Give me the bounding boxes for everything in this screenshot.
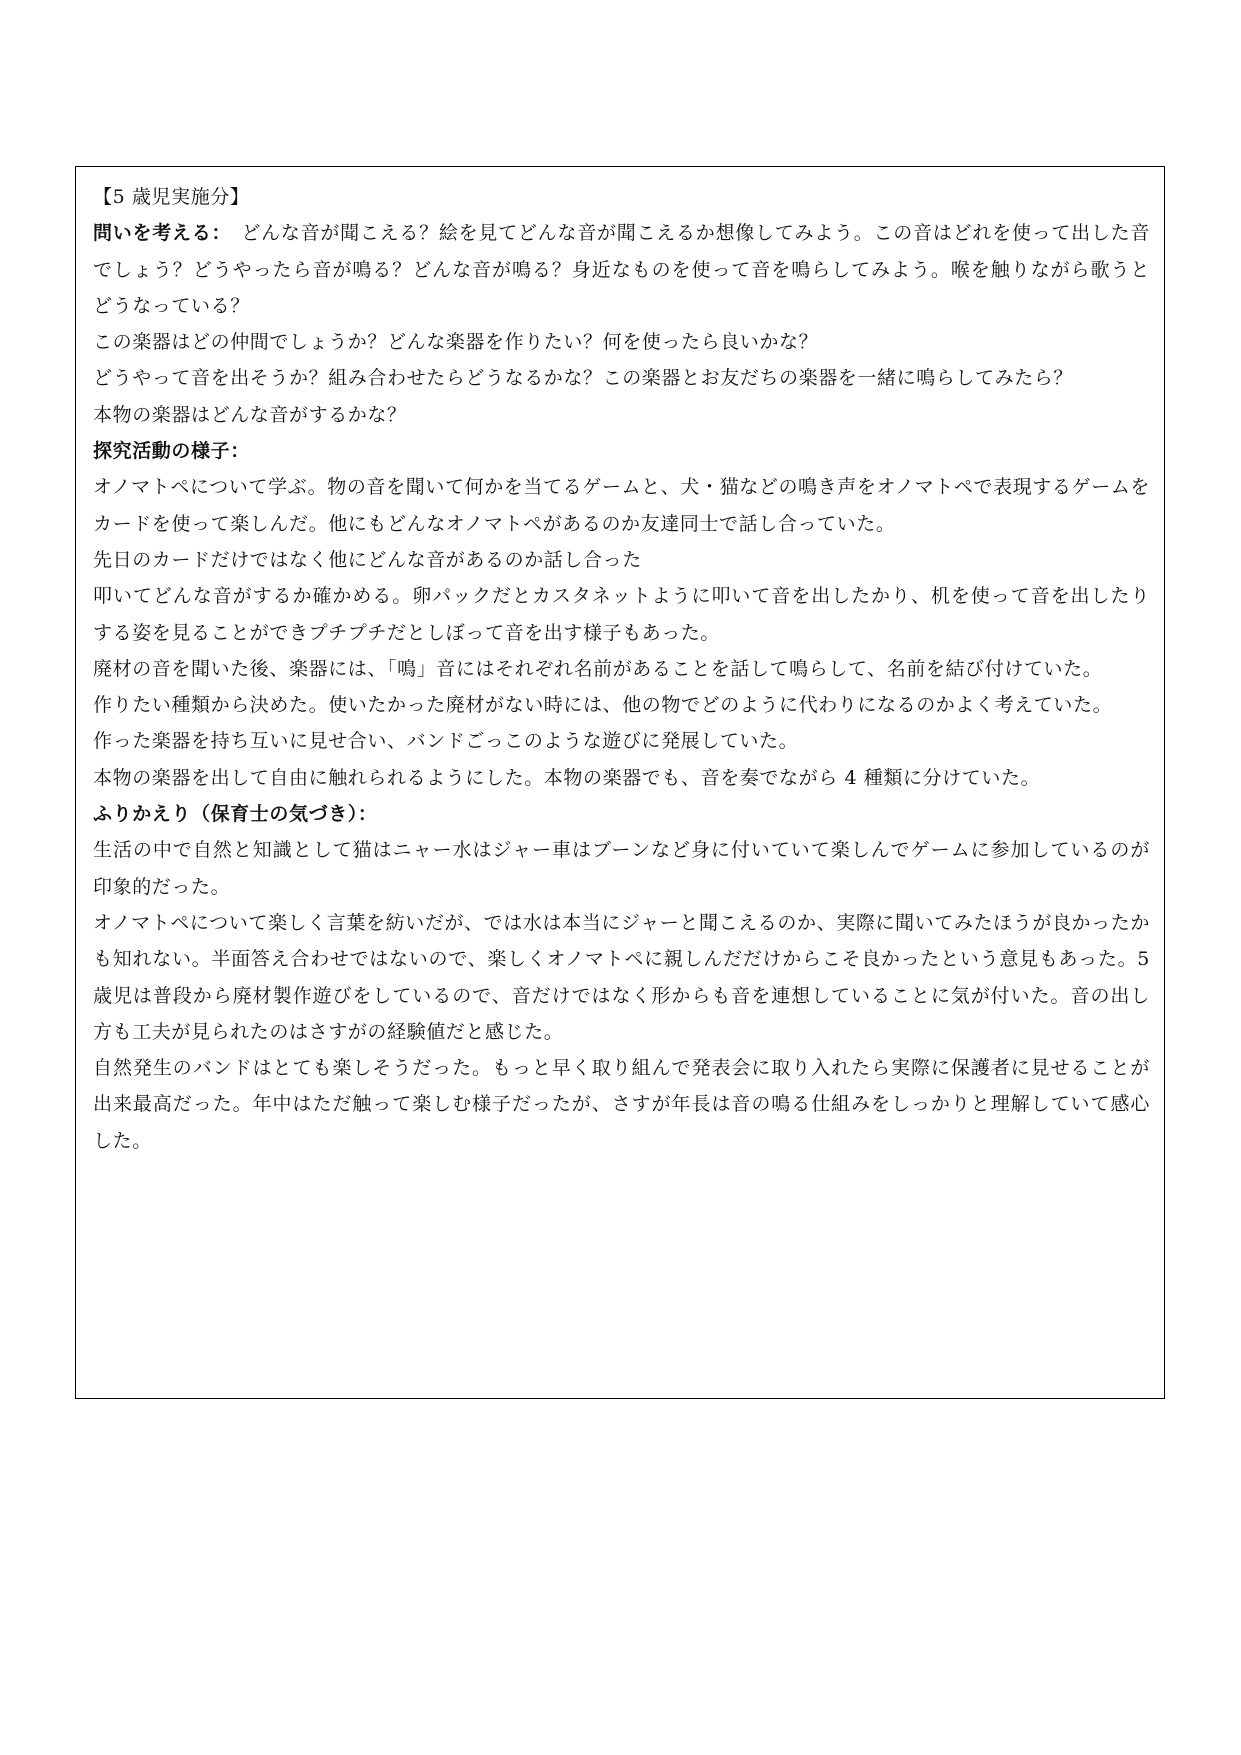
activities-paragraph-4: 廃材の音を聞いた後、楽器には、「鳴」音にはそれぞれ名前があることを話して鳴らして、名前を結び付けていた。 xyxy=(93,657,1103,680)
reflection-paragraph-1: 生活の中で自然と知識として猫はニャー水はジャー車はブーンなど身に付いていて楽しんでゲームに参加しているのが印象的だった。 xyxy=(93,839,1150,898)
reflection-paragraph-3: 自然発生のバンドはとても楽しそうだった。もっと早く取り組んで発表会に取り入れたら実際に保護者に見せることが出来最高だった。年中はただ触って楽しむ様子だったが、さすが年長は音の鳴る仕組みをしっかりと理解していて感心した。 xyxy=(93,1057,1150,1152)
activities-paragraph-6: 作った楽器を持ち互いに見せ合い、バンドごっこのような遊びに発展していた。 xyxy=(93,730,799,753)
activities-label: 探究活動の様子： xyxy=(93,440,250,463)
report-box xyxy=(75,166,1165,1399)
questions-paragraph-4: 本物の楽器はどんな音がするかな？ xyxy=(93,403,407,426)
reflection-label: ふりかえり（保育士の気づき）： xyxy=(93,803,378,826)
reflection-paragraph-2: オノマトペについて楽しく言葉を紡いだが、では水は本当にジャーと聞こえるのか、実際に聞いてみたほうが良かったかも知れない。半面答え合わせではないので、楽しくオノマトペに親しんだだけからこそ良かったという意見もあった。5 歳児は普段から廃材製作遊びをしているので、音だけではなく形からも音を連想していることに気が付いた。音の出し方も工夫が見られたのはさすがの経験値だと感じた。 xyxy=(93,911,1150,1043)
activities-paragraph-1: オノマトペについて学ぶ。物の音を聞いて何かを当てるゲームと、犬・猫などの鳴き声をオノマトペで表現するゲームをカードを使って楽しんだ。他にもどんなオノマトペがあるのか友達同士で話し合っていた。 xyxy=(93,476,1150,535)
questions-text-1: どんな音が聞こえる？絵を見てどんな音が聞こえるか想像してみよう。この音はどれを使って出した音でしょう？どうやったら音が鳴る？どんな音が鳴る？身近なものを使って音を鳴らしてみよう。喉を触りながら歌うとどうなっている？ xyxy=(93,222,1151,317)
questions-label: 問いを考える： xyxy=(93,222,232,245)
activities-paragraph-5: 作りたい種類から決めた。使いたかった廃材がない時には、他の物でどのように代わりになるのかよく考えていた。 xyxy=(93,694,1113,717)
questions-paragraph-2: この楽器はどの仲間でしょうか？どんな楽器を作りたい？何を使ったら良いかな？ xyxy=(93,331,819,354)
questions-paragraph-1 xyxy=(93,215,1150,324)
section-title: 【5 歳児実施分】 xyxy=(93,186,250,208)
questions-paragraph-3: どうやって音を出そうか？組み合わせたらどうなるかな？この楽器とお友だちの楽器を一緒に鳴らしてみたら？ xyxy=(93,367,1074,390)
activities-paragraph-2: 先日のカードだけではなく他にどんな音があるのか話し合った xyxy=(93,548,642,571)
activities-paragraph-7: 本物の楽器を出して自由に触れられるようにした。本物の楽器でも、音を奏でながら 4 種類に分けていた。 xyxy=(93,766,1041,789)
activities-paragraph-3: 叩いてどんな音がするか確かめる。卵パックだとカスタネットように叩いて音を出したかり、机を使って音を出したりする姿を見ることができプチプチだとしぼって音を出す様子もあった。 xyxy=(93,585,1150,644)
